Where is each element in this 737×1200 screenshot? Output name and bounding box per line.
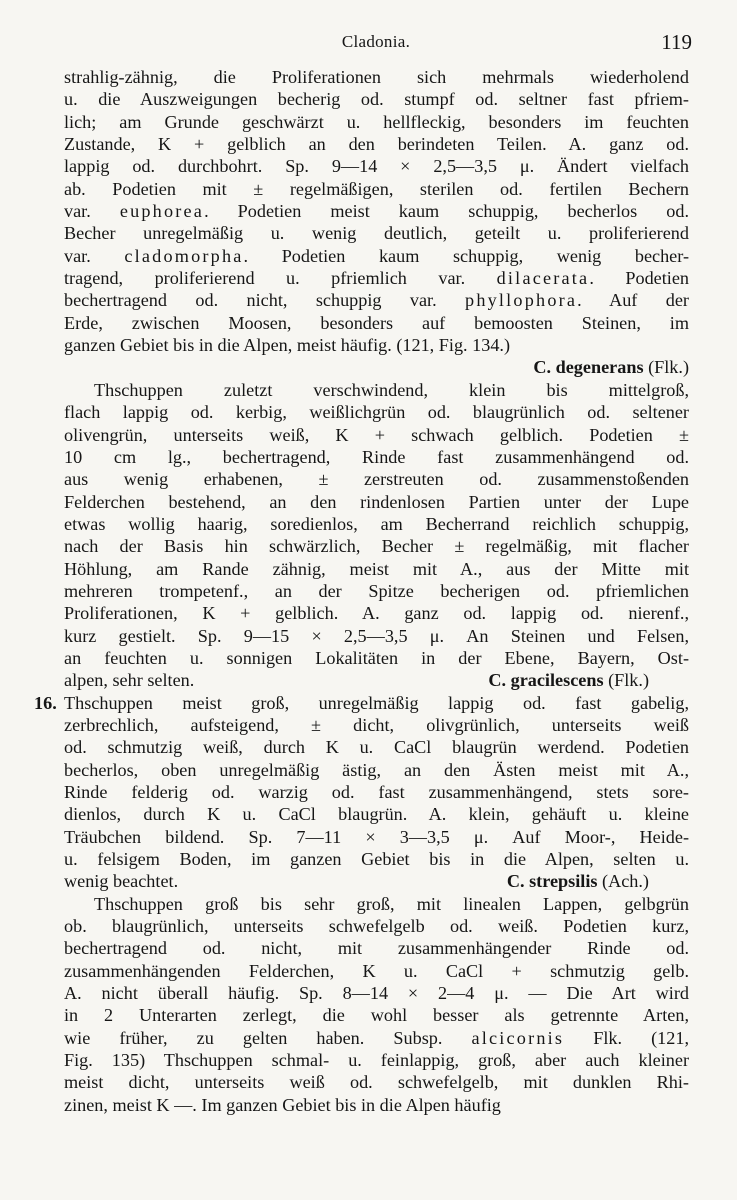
line-text: zusammenhängenden Felderchen, K u. CaCl + schmutzig gelb. [64, 960, 689, 981]
line-text: lich; am Grunde geschwärzt u. hellfleckig, besonders im feuchten [64, 111, 689, 132]
text-line [64, 334, 689, 356]
text-line [64, 133, 689, 155]
species-author: (Flk.) [603, 670, 649, 691]
line-text: A. nicht überall häufig. Sp. 8—14 × 2—4 μ. — Die Art wird [64, 983, 689, 1004]
line-text: wie früher, zu gelten haben. Subsp. [64, 1027, 472, 1048]
text-line [64, 200, 689, 222]
text-line [64, 826, 689, 848]
text-line [64, 111, 689, 133]
species-label [507, 870, 689, 892]
species-name: C. gracilescens [488, 670, 604, 691]
text-line [64, 1094, 689, 1116]
text-line [64, 312, 689, 334]
text-line [64, 155, 689, 177]
text-line [64, 960, 689, 982]
text-line [64, 893, 689, 915]
text-line [64, 759, 689, 781]
line-text: Höhlung, am Rande zähnig, meist mit A., aus der Mitte mit [64, 558, 689, 579]
text-line [64, 178, 689, 200]
line-text: Träubchen bildend. Sp. 7—11 × 3—3,5 μ. Auf Moor-, Heide- [64, 826, 689, 847]
line-text: alpen, sehr selten. [64, 670, 195, 691]
line-text: var. [64, 201, 120, 222]
text-line [64, 736, 689, 758]
text-line [64, 1071, 689, 1093]
line-text: . Podetien [589, 268, 690, 289]
variety-name: dilacerata [496, 268, 590, 289]
line-text: tragend, proliferierend u. pfriemlich var. [64, 268, 497, 289]
species-author: (Flk.) [643, 357, 689, 378]
text-line [64, 468, 689, 490]
line-text: Becher unregelmäßig u. wenig deutlich, geteilt u. proliferierend [64, 223, 689, 244]
line-text: kurz gestielt. Sp. 9—15 × 2,5—3,5 μ. An Steinen und Felsen, [64, 625, 689, 646]
species-author: (Ach.) [597, 871, 649, 892]
line-text: Fig. 135) Thschuppen schmal- u. feinlappig, groß, aber auch kleiner [64, 1050, 689, 1071]
line-text: meist dicht, unterseits weiß od. schwefelgelb, mit dunklen Rhi- [64, 1072, 689, 1093]
text-line [64, 401, 689, 423]
text-line [64, 267, 689, 289]
line-text: in 2 Unterarten zerlegt, die wohl besser als getrennte Arten, [64, 1005, 689, 1026]
line-text: wenig beachtet. [64, 871, 179, 892]
line-text: u. felsigem Boden, im ganzen Gebiet bis in die Alpen, selten u. [64, 849, 689, 870]
text-line [64, 289, 689, 311]
line-text: zerbrechlich, aufsteigend, ± dicht, olivgrünlich, unterseits weiß [64, 714, 689, 735]
species-label [488, 669, 689, 691]
text-line [64, 446, 689, 468]
text-line [64, 1049, 689, 1071]
line-text: od. schmutzig weiß, durch K u. CaCl blaugrün werdend. Podetien [64, 737, 689, 758]
line-text: Thschuppen groß bis sehr groß, mit linealen Lappen, gelbgrün [94, 893, 689, 914]
text-line [64, 982, 689, 1004]
text-line [64, 580, 689, 602]
line-text: etwas wollig haarig, soredienlos, am Becherrand reichlich schuppig, [64, 513, 689, 534]
text-line [64, 66, 689, 88]
line-text: an feuchten u. sonnigen Lokalitäten in der Ebene, Bayern, Ost- [64, 647, 689, 668]
line-text: nach der Basis hin schwärzlich, Becher ± regelmäßig, mit flacher [64, 536, 689, 557]
text-line [64, 803, 689, 825]
line-text: u. die Auszweigungen becherig od. stumpf od. seltner fast pfriem- [64, 89, 689, 110]
text-line [64, 937, 689, 959]
line-text: Erde, zwischen Moosen, besonders auf bemoosten Steinen, im [64, 312, 689, 333]
text-line [64, 535, 689, 557]
line-text: var. [64, 245, 125, 266]
text-line [64, 88, 689, 110]
page-number: 119 [661, 30, 692, 54]
text-line [64, 222, 689, 244]
text-line [64, 513, 689, 535]
line-text: . Auf der [577, 290, 689, 311]
text-line [64, 870, 689, 892]
body-text [34, 66, 690, 1116]
text-line [64, 714, 689, 736]
line-text: ganzen Gebiet bis in die Alpen, meist häufig. (121, Fig. 134.) [64, 335, 511, 356]
line-text: ab. Podetien mit ± regelmäßigen, sterilen od. fertilen Bechern [64, 178, 689, 199]
text-line [64, 245, 689, 267]
text-line [64, 848, 689, 870]
line-text: becherlos, oben unregelmäßig ästig, an den Ästen meist mit A., [64, 759, 689, 780]
running-title: Cladonia. [341, 32, 411, 51]
variety-name: euphorea [119, 201, 205, 222]
line-text: dienlos, durch K u. CaCl blaugrün. A. klein, gehäuft u. kleine [64, 804, 689, 825]
text-line [34, 692, 689, 714]
line-text: lappig od. durchbohrt. Sp. 9—14 × 2,5—3,5 μ. Ändert vielfach [64, 156, 689, 177]
variety-name: phyllophora [465, 290, 578, 311]
line-text: bechertragend od. nicht, mit zusammenhängender Rinde od. [64, 938, 689, 959]
text-line [64, 647, 689, 669]
text-line [64, 558, 689, 580]
text-line [64, 915, 689, 937]
text-line [64, 491, 689, 513]
line-text: zinen, meist K —. Im ganzen Gebiet bis in die Alpen häufig [64, 1094, 501, 1115]
text-line [64, 625, 689, 647]
line-text: Thschuppen meist groß, unregelmäßig lappig od. fast gabelig, [64, 692, 689, 713]
line-text: Zustande, K + gelblich an den berindeten Teilen. A. ganz od. [64, 134, 689, 155]
line-text: Rinde felderig od. warzig od. fast zusammenhängend, stets sore- [64, 782, 689, 802]
text-line [64, 669, 689, 691]
page-header [60, 30, 692, 58]
line-text: olivengrün, unterseits weiß, K + schwach gelblich. Podetien ± [64, 424, 689, 445]
species-name: C. strepsilis [506, 871, 598, 892]
line-text: aus wenig erhabenen, ± zerstreuten od. zusammenstoßenden [64, 469, 689, 490]
text-line [64, 602, 689, 624]
variety-name: cladomorpha [124, 245, 244, 266]
line-text: . Podetien kaum schuppig, wenig becher- [243, 245, 689, 266]
line-text: ob. blaugrünlich, unterseits schwefelgelb od. weiß. Podetien kurz, [64, 916, 689, 937]
line-text: bechertragend od. nicht, schuppig var. [64, 290, 466, 311]
text-line [64, 1027, 689, 1049]
line-text: Felderchen bestehend, an den rindenlosen Partien unter der Lupe [64, 491, 689, 512]
line-text: Thschuppen zuletzt verschwindend, klein bis mittelgroß, [94, 379, 689, 400]
text-line [64, 356, 689, 378]
line-text: flach lappig od. kerbig, weißlichgrün od. blaugrünlich od. seltener [64, 402, 689, 423]
text-line [64, 1004, 689, 1026]
text-line [64, 379, 689, 401]
couplet-number: 16. [34, 692, 57, 713]
variety-name: alcicornis [471, 1027, 565, 1048]
text-line [64, 781, 689, 803]
line-text: Proliferationen, K + gelblich. A. ganz od. lappig od. nierenf., [64, 603, 689, 624]
line-text: Flk. (121, [564, 1027, 690, 1048]
text-line [64, 424, 689, 446]
species-name: C. degenerans [533, 357, 644, 378]
line-text: mehreren trompetenf., an der Spitze becherigen od. pfriemlichen [64, 580, 689, 601]
line-text: 10 cm lg., bechertragend, Rinde fast zusammenhängend od. [64, 446, 689, 467]
line-text: strahlig-zähnig, die Proliferationen sich mehrmals wiederholend [64, 67, 689, 87]
line-text: . Podetien meist kaum schuppig, becherlos od. [204, 201, 689, 222]
